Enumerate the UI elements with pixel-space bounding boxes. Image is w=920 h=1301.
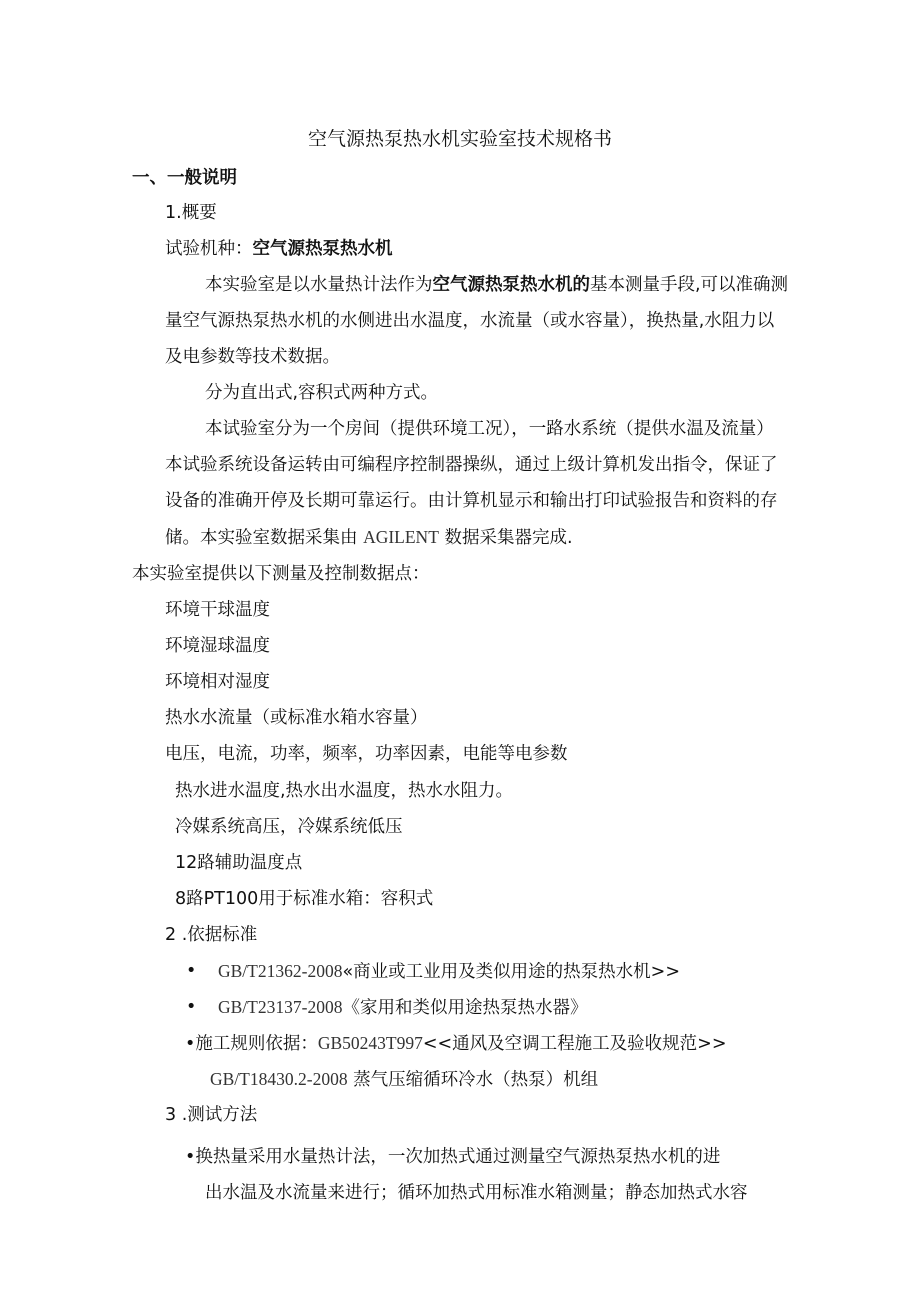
point-item: 冷媒系统高压，冷媒系统低压	[175, 817, 403, 837]
subsection-overview: 1.概要	[165, 203, 217, 223]
point-item: 8路PT100用于标准水箱：容积式	[175, 889, 434, 909]
paragraph-line: 本试验系统设备运转由可编程序控制器操纵，通过上级计算机发出指令，保证了	[165, 455, 778, 475]
text: 储。本实验室数据采集由	[165, 528, 358, 548]
standard-name: 《家用和类似用途热泵热水器》	[342, 998, 588, 1018]
text: •施工规则依据：	[185, 1034, 318, 1054]
section-heading: 一、一般说明	[132, 168, 237, 188]
text-bold: 空气源热泵热水机的	[432, 275, 590, 295]
paragraph-line: 本试验室分为一个房间（提供环境工况），一路水系统（提供水温及流量）	[205, 419, 774, 439]
standard-name: «商业或工业用及类似用途的热泵热水机>>	[342, 962, 680, 982]
standard-name: <<通风及空调工程施工及验收规范>>	[422, 1034, 727, 1054]
point-item: 热水进水温度,热水出水温度，热水水阻力。	[175, 781, 514, 801]
standard-code: GB/T18430.2-2008	[210, 1069, 348, 1089]
document-title: 空气源热泵热水机实验室技术规格书	[308, 128, 613, 150]
point-item: 环境干球温度	[165, 600, 270, 620]
standard-item	[218, 960, 680, 982]
standard-item	[218, 996, 587, 1018]
machine-value: 空气源热泵热水机	[252, 239, 393, 259]
points-intro: 本实验室提供以下测量及控制数据点：	[132, 564, 430, 584]
machine-label: 试验机种：	[165, 239, 253, 259]
paragraph-line	[205, 274, 788, 296]
text-code: AGILENT	[363, 527, 439, 547]
text: 数据采集器完成.	[444, 528, 573, 548]
bullet-icon: •	[186, 961, 197, 981]
standard-code: GB50243T997	[317, 1033, 423, 1053]
paragraph-line	[165, 526, 573, 548]
standard-code: GB/T21362-2008	[218, 961, 343, 981]
machine-type	[165, 238, 393, 260]
paragraph-line: 量空气源热泵热水机的水侧进出水温度，水流量（或水容量），换热量,水阻力以	[165, 311, 775, 331]
standard-item	[210, 1068, 598, 1090]
point-item: 电压，电流，功率，频率，功率因素，电能等电参数	[165, 744, 568, 764]
text: 本实验室是以水量热计法作为	[205, 275, 433, 295]
construction-standard	[185, 1032, 726, 1054]
paragraph-line: 设备的准确开停及长期可靠运行。由计算机显示和输出打印试验报告和资料的存	[165, 491, 778, 511]
paragraph-line: 及电参数等技术数据。	[165, 347, 340, 367]
paragraph-line: 分为直出式,容积式两种方式。	[205, 383, 439, 403]
point-item: 热水水流量（或标准水箱水容量）	[165, 708, 428, 728]
standard-name: 蒸气压缩循环冷水（热泵）机组	[353, 1070, 599, 1090]
subsection-standards: 2 .依据标准	[165, 925, 258, 945]
point-item: 环境相对湿度	[165, 672, 270, 692]
point-item: 12路辅助温度点	[175, 853, 303, 873]
point-item: 环境湿球温度	[165, 636, 270, 656]
paragraph-line: 出水温及水流量来进行；循环加热式用标准水箱测量；静态加热式水容	[205, 1183, 748, 1203]
text: 基本测量手段,可以准确测	[590, 275, 789, 295]
bullet-icon: •	[186, 997, 197, 1017]
standard-code: GB/T23137-2008	[218, 997, 343, 1017]
subsection-test-method: 3 .测试方法	[165, 1105, 258, 1125]
paragraph-line: •换热量采用水量热计法，一次加热式通过测量空气源热泵热水机的进	[185, 1147, 721, 1167]
